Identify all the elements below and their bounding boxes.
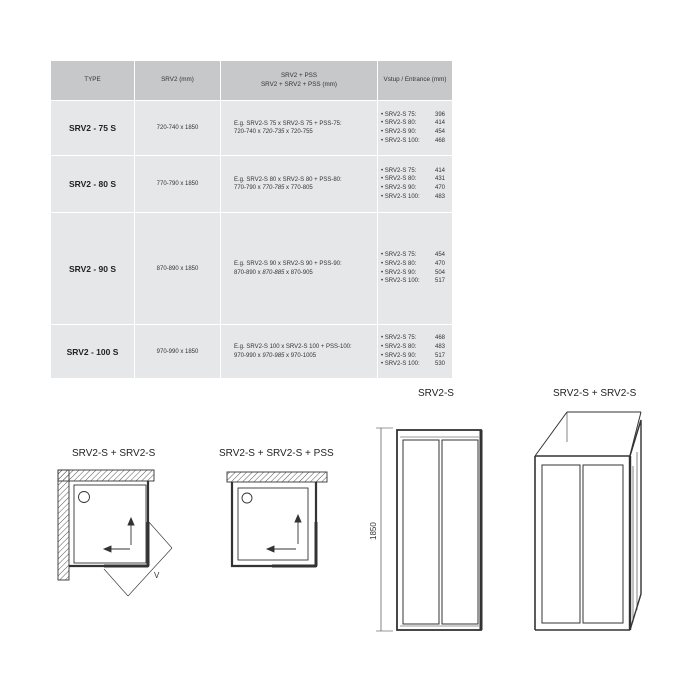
entrance-line: • SRV2-S 75: 454 — [381, 252, 446, 259]
enclosure-frame — [69, 481, 148, 566]
plan-view-corner-diagram — [58, 470, 172, 596]
arrow-head-up — [128, 518, 134, 525]
row-type: SRV2 - 90 S — [51, 213, 135, 325]
entrance-line: • SRV2-S 80: 483 — [381, 343, 446, 350]
plan-view-u-diagram — [227, 472, 327, 566]
header-combo-line1: SRV2 + PSS — [280, 72, 318, 79]
v-label: V — [154, 571, 160, 580]
example-part-a: 770-790 x — [234, 185, 263, 191]
example-part-a: 720-740 x — [234, 129, 263, 135]
door-panel-right — [442, 440, 478, 624]
example-part-c: x 770-805 — [284, 185, 313, 191]
front-view-diagram — [369, 428, 481, 631]
top-edge-left — [535, 412, 567, 456]
arrow-head-left — [267, 546, 274, 552]
wall-left — [58, 470, 69, 580]
header-combo-line2: SRV2 + SRV2 + PSS (mm) — [260, 80, 338, 88]
entrance-line: • SRV2-S 80: 414 — [381, 120, 446, 127]
front-panel-left — [542, 465, 580, 623]
drain-circle — [242, 493, 252, 503]
entrance-line: • SRV2-S 100: 517 — [381, 278, 446, 285]
arrow-head-left — [104, 546, 111, 552]
entrance-line: • SRV2-S 90: 470 — [381, 185, 446, 191]
plan2-label: SRV2-S + SRV2-S + PSS — [219, 448, 334, 459]
drain-circle — [79, 492, 90, 503]
example-line1: E.g. SRV2-S 75 x SRV2-S 75 + PSS-75: — [234, 120, 342, 127]
row-dimension: 970-990 x 1850 — [135, 325, 221, 379]
arrow-head-up — [295, 515, 301, 522]
header-entrance: Vstup / Entrance (mm) — [378, 61, 453, 101]
entrance-line: • SRV2-S 80: 431 — [381, 176, 446, 183]
header-srv2: SRV2 (mm) — [135, 61, 221, 101]
example-part-b: 720-735 — [262, 129, 285, 135]
entrance-line: • SRV2-S 75: 414 — [381, 167, 446, 174]
row-type: SRV2 - 80 S — [51, 156, 135, 213]
row-dimension: 720-740 x 1850 — [135, 101, 221, 156]
example-part-c: x 970-1005 — [284, 352, 317, 359]
front-view-label: SRV2-S — [418, 388, 454, 399]
entrance-line: • SRV2-S 90: 454 — [381, 129, 446, 135]
entrance-line: • SRV2-S 90: 517 — [381, 352, 446, 359]
entrance-line: • SRV2-S 80: 470 — [381, 260, 446, 267]
perspective-view-diagram — [535, 412, 641, 630]
row-type: SRV2 - 100 S — [51, 325, 135, 379]
example-part-a: 970-990 x — [234, 352, 263, 359]
row-dimension: 870-890 x 1850 — [135, 213, 221, 325]
example-line1: E.g. SRV2-S 80 x SRV2-S 80 + PSS-80: — [234, 176, 342, 183]
dimension-line-b — [148, 521, 172, 548]
example-part-a: 870-890 x — [234, 269, 263, 276]
example-part-b: 970-985 — [262, 352, 285, 359]
entrance-line: • SRV2-S 90: 504 — [381, 269, 446, 276]
entrance-line: • SRV2-S 100: 483 — [381, 193, 446, 200]
entrance-line: • SRV2-S 75: 468 — [381, 335, 446, 342]
example-line1: E.g. SRV2-S 100 x SRV2-S 100 + PSS-100: — [234, 344, 352, 351]
row-dimension: 770-790 x 1850 — [135, 156, 221, 213]
header-type: TYPE — [51, 61, 135, 101]
example-part-c: x 870-905 — [284, 269, 313, 276]
example-part-b: 770-785 — [262, 185, 285, 191]
front-panel-right — [583, 465, 623, 623]
enclosure-frame — [232, 482, 316, 566]
dimension-line-v — [128, 548, 172, 596]
wall-top — [58, 470, 154, 481]
example-line1: E.g. SRV2-S 90 x SRV2-S 90 + PSS-90: — [234, 261, 342, 268]
example-part-c: x 720-755 — [284, 129, 313, 135]
door-panel-left — [403, 440, 439, 624]
perspective-label: SRV2-S + SRV2-S — [553, 388, 637, 399]
side-frame — [630, 420, 641, 630]
height-label: 1850 — [369, 522, 378, 540]
wall-top — [227, 472, 327, 482]
entrance-line: • SRV2-S 75: 396 — [381, 111, 446, 118]
entrance-line: • SRV2-S 100: 468 — [381, 137, 446, 144]
plan1-label: SRV2-S + SRV2-S — [72, 448, 156, 459]
dimension-line-a — [104, 569, 128, 596]
entrance-line: • SRV2-S 100: 530 — [381, 361, 446, 368]
example-part-b: 870-885 — [262, 269, 285, 276]
row-type: SRV2 - 75 S — [51, 101, 135, 156]
